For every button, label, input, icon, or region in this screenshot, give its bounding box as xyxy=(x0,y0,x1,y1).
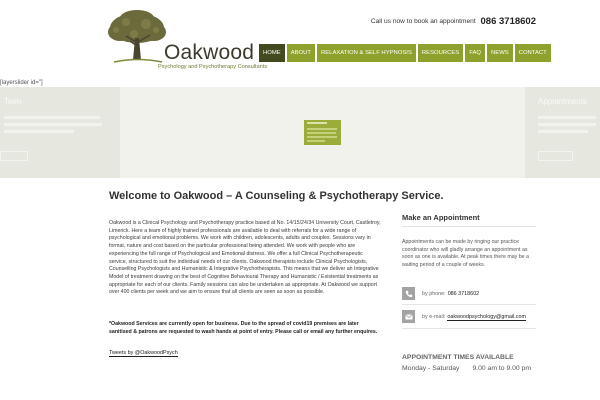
nav-contact[interactable]: CONTACT xyxy=(515,44,551,62)
slide-text-line xyxy=(538,130,588,133)
image-slider[interactable] xyxy=(0,87,600,178)
nav-about[interactable]: ABOUT xyxy=(287,44,315,62)
slide-text-line xyxy=(538,123,596,126)
hours-time: 9.00 am to 9.00 pm xyxy=(472,365,532,372)
intro-paragraph: Oakwood is a Clinical Psychology and Psychotherapy practice based at No. 14/15/24/34 University Court, Castletroy, Limerick. Here a team of highly trained professionals are available to deal with referrals for a wide range of psychological and emotional problems. We work with children, adolescents, adults and couples. Sessions vary in format, nature and cost based on the particular professional being attended. We work with people who are experiencing the full range of Psychological and Emotional distress. We offer a full Clinical Psychotherapeutic service, structured to suit the individual needs of our clients. Oakwood therapists include Clinical Psychologists, Counselling Psychologists and Humanistic & Integrative Psychotherapists. This means that we deliver an Integrative Model of treatment drawing on the best of Cognitive Behavioural Therapy and Humanistic / Existential treatments as appropriate for each of our clients. Family sessions can also be undertaken as appropriate. At Oakwood we support over 400 clients per week and we aim to ensure that all clients are seen as soon as possible. xyxy=(109,220,381,296)
nav-news[interactable]: NEWS xyxy=(487,44,513,62)
nav-resources[interactable]: RESOURCES xyxy=(418,44,463,62)
layerslider-shortcode: [layerslider id="] xyxy=(0,80,43,86)
tweets-link[interactable]: Tweets by @OakwoodPsych xyxy=(109,350,178,356)
contact-phone-row xyxy=(402,287,537,301)
slide-mini-line xyxy=(307,128,337,130)
logo-wordmark: Oakwood xyxy=(164,41,255,64)
slide-title-appointments: Appointments xyxy=(538,97,587,106)
phone-label: by phone: xyxy=(422,291,446,297)
sidebar-email-link[interactable]: oakwoodpsychology@gmail.com xyxy=(447,314,526,320)
oak-tree-icon xyxy=(106,8,168,70)
covid-notice: *Oakwood Services are currently open for business. Due to the spread of covid19 premises are later sanitised & patrons are requested to wash hands at point of entry. Please call or email any further enquires. xyxy=(109,321,378,335)
appointment-hours xyxy=(402,365,531,372)
slide-more-button[interactable] xyxy=(0,151,28,161)
contact-email-row xyxy=(402,310,537,324)
slide-text-line xyxy=(4,116,100,119)
slide-title-teen: Teen xyxy=(4,97,22,106)
main-nav xyxy=(259,44,551,62)
hours-days: Monday - Saturday xyxy=(402,365,460,372)
nav-home[interactable]: HOME xyxy=(259,44,285,62)
call-us-text: Call us now to book an appointment xyxy=(370,18,476,25)
appointment-times-heading: APPOINTMENT TIMES AVAILABLE xyxy=(402,354,514,361)
slide-card-appointments[interactable] xyxy=(525,87,600,178)
divider xyxy=(402,226,536,227)
email-label: by e-mail: xyxy=(422,314,446,320)
slide-text-line xyxy=(4,130,74,133)
slide-mini-line xyxy=(307,140,325,142)
logo-tagline: Psychology and Psychotherapy Consultants xyxy=(158,64,268,70)
appointment-heading: Make an Appointment xyxy=(402,213,480,222)
mail-icon xyxy=(402,310,415,323)
page-title: Welcome to Oakwood – A Counseling & Psychotherapy Service. xyxy=(109,190,444,202)
slide-mini-title xyxy=(307,122,327,124)
phone-icon xyxy=(402,287,415,300)
divider xyxy=(402,328,536,329)
sidebar-phone[interactable]: 086 3718602 xyxy=(447,291,480,297)
site-header xyxy=(0,0,600,86)
slide-mini-line xyxy=(307,132,336,134)
divider xyxy=(402,304,536,305)
appointment-text: Appointments can be made by ringing our practice coordinator who will gladly arrange an appointment as soon as one is available. At peak times there may be a waiting period of a couple of weeks. xyxy=(402,239,529,269)
header-phone[interactable]: 086 3718602 xyxy=(480,16,536,27)
slide-card-teen[interactable] xyxy=(0,87,120,178)
slide-text-line xyxy=(538,116,596,119)
nav-faq[interactable]: FAQ xyxy=(465,44,485,62)
slide-text-line xyxy=(4,123,102,126)
slide-mini-line xyxy=(307,136,337,138)
slide-more-button[interactable] xyxy=(538,151,573,161)
call-us-banner xyxy=(371,16,536,27)
nav-relaxation[interactable]: RELAXATION & SELF HYPNOSIS xyxy=(317,44,416,62)
slide-center-card[interactable] xyxy=(304,120,341,145)
